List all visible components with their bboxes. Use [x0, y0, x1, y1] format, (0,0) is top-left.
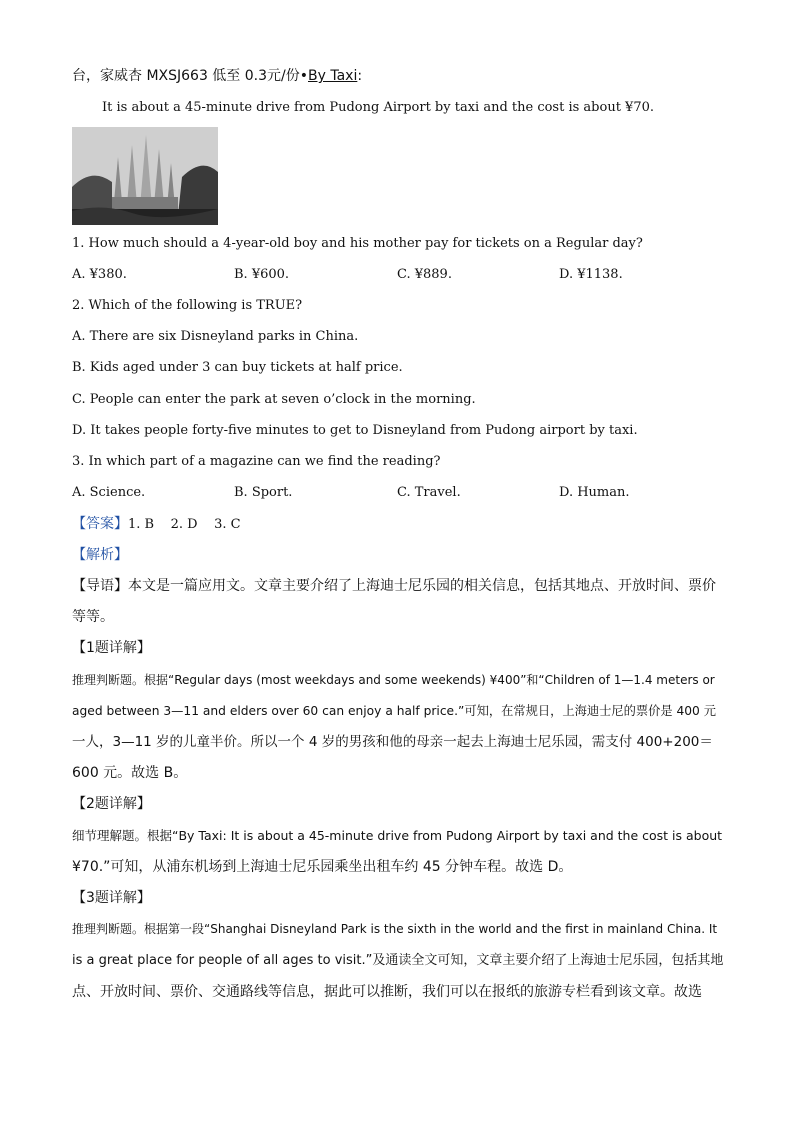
q1-option-a[interactable]: A. ¥380.: [72, 267, 127, 282]
q2-option-b[interactable]: B. Kids aged under 3 can buy tickets at half price.: [72, 360, 403, 375]
analysis-label: 【解析】: [72, 547, 128, 563]
q1-detail-line-4: 600 元。故选 B。: [72, 765, 188, 781]
header-prefix: 台，家威杏 MXSJ663 低至 0.3元/份•: [72, 68, 308, 84]
q2-option-a[interactable]: A. There are six Disneyland parks in China.: [72, 329, 359, 344]
q2-detail-line-2: ¥70.”可知，从浦东机场到上海迪士尼乐园乘坐出租车约 45 分钟车程。故选 D。: [72, 859, 573, 875]
question-3: 3. In which part of a magazine can we find the reading?: [72, 454, 441, 469]
q3-detail-line-3: 点、开放时间、票价、交通路线等信息，据此可以推断，我们可以在报纸的旅游专栏看到该文章。故选: [72, 984, 702, 1000]
q3-option-c[interactable]: C. Travel.: [397, 485, 461, 500]
q2-option-d[interactable]: D. It takes people forty-five minutes to get to Disneyland from Pudong airport by taxi.: [72, 423, 638, 438]
taxi-paragraph: It is about a 45-minute drive from Pudong Airport by taxi and the cost is about ¥70.: [102, 100, 654, 115]
q3-option-a[interactable]: A. Science.: [72, 485, 146, 500]
q3-detail-line-1: 推理判断题。根据第一段“Shanghai Disneyland Park is the sixth in the world and the first in mainland China. It: [72, 922, 718, 936]
q1-detail-line-1: 推理判断题。根据“Regular days (most weekdays and some weekends) ¥400”和“Children of 1—1.4 meters or: [72, 673, 715, 687]
q2-option-c[interactable]: C. People can enter the park at seven o’clock in the morning.: [72, 392, 476, 407]
question-1: 1. How much should a 4-year-old boy and his mother pay for tickets on a Regular day?: [72, 236, 643, 251]
q1-option-c[interactable]: C. ¥889.: [397, 267, 452, 282]
q3-option-d[interactable]: D. Human.: [559, 485, 630, 500]
answer-label: 【答案】: [72, 516, 128, 532]
guide-line-1: 【导语】本文是一篇应用文。文章主要介绍了上海迪士尼乐园的相关信息，包括其地点、开放时间、票价: [72, 578, 716, 594]
q1-detail-line-3: 一人，3—11 岁的儿童半价。所以一个 4 岁的男孩和他的母亲一起去上海迪士尼乐园，需支付 400+200＝: [72, 734, 713, 750]
q3-detail-heading: 【3题详解】: [72, 890, 151, 906]
q1-detail-line-2: aged between 3—11 and elders over 60 can enjoy a half price.”可知，在常规日，上海迪士尼的票价是 400 元: [72, 704, 716, 718]
q2-detail-line-1: 细节理解题。根据“By Taxi: It is about a 45-minute drive from Pudong Airport by taxi and the cost is about: [72, 828, 723, 843]
question-2: 2. Which of the following is TRUE?: [72, 298, 303, 313]
castle-image-icon: [72, 127, 218, 225]
q1-option-d[interactable]: D. ¥1138.: [559, 267, 623, 282]
by-taxi-link[interactable]: By Taxi: [308, 68, 358, 84]
q3-option-b[interactable]: B. Sport.: [234, 485, 293, 500]
castle-photo: [72, 127, 218, 225]
q1-option-b[interactable]: B. ¥600.: [234, 267, 290, 282]
q2-detail-heading: 【2题详解】: [72, 796, 151, 812]
q1-detail-heading: 【1题详解】: [72, 640, 151, 656]
q3-detail-line-2: is a great place for people of all ages to visit.”及通读全文可知，文章主要介绍了上海迪士尼乐园，包括其地: [72, 953, 724, 968]
header-suffix: :: [357, 68, 363, 84]
answer-values: 1. B 2. D 3. C: [128, 517, 241, 532]
answer-line: [72, 515, 241, 534]
guide-line-2: 等等。: [72, 609, 114, 625]
header-line: [72, 67, 362, 85]
